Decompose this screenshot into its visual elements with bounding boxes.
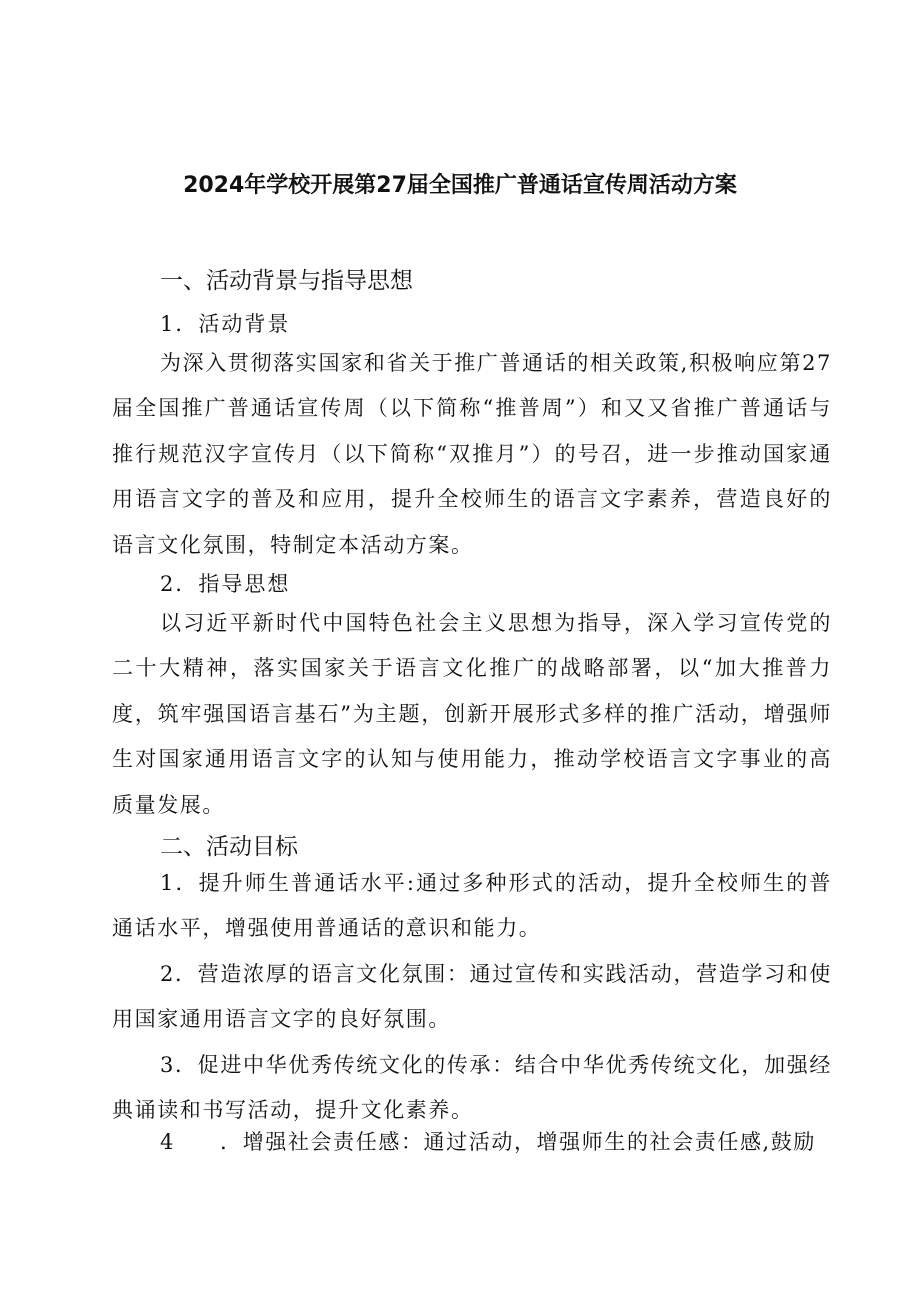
paragraph-goal-4: 4 ．增强社会责任感：通过活动，增强师生的社会责任感,鼓励: [160, 1130, 817, 1154]
document-title: 2024年学校开展第27届全国推广普通话宣传周活动方案: [183, 173, 737, 198]
paragraph-goal-1: 1．提升师生普通话水平:通过多种形式的活动，提升全校师生的普通话水平，增强使用普通话的意识和能力。: [112, 871, 832, 941]
subheading-activity-background: 1．活动背景: [160, 312, 291, 336]
section-heading-goals: 二、活动目标: [160, 834, 298, 860]
paragraph-goal-2: 2．营造浓厚的语言文化氛围：通过宣传和实践活动，营造学习和使用国家通用语言文字的良好氛围。: [112, 962, 832, 1032]
paragraph-guiding-ideology: 以习近平新时代中国特色社会主义思想为指导，深入学习宣传党的二十大精神，落实国家关于语言文化推广的战略部署，以“加大推普力度，筑牢强国语言基石”为主题，创新开展形式多样的推广活动，增强师生对国家通用语言文字的认知与使用能力，推动学校语言文字事业的高质量发展。: [112, 611, 832, 817]
paragraph-goal-3: 3．促进中华优秀传统文化的传承：结合中华优秀传统文化，加强经典诵读和书写活动，提升文化素养。: [112, 1053, 832, 1123]
subheading-guiding-ideology: 2．指导思想: [160, 572, 291, 596]
section-heading-background: 一、活动背景与指导思想: [160, 268, 413, 294]
paragraph-activity-background: 为深入贯彻落实国家和省关于推广普通话的相关政策,积极响应第27届全国推广普通话宣传周（以下简称“推普周”）和又又省推广普通话与推行规范汉字宣传月（以下简称“双推月”）的号召，进一步推动国家通用语言文字的普及和应用，提升全校师生的语言文字素养，营造良好的语言文化氛围，特制定本活动方案。: [112, 351, 832, 557]
